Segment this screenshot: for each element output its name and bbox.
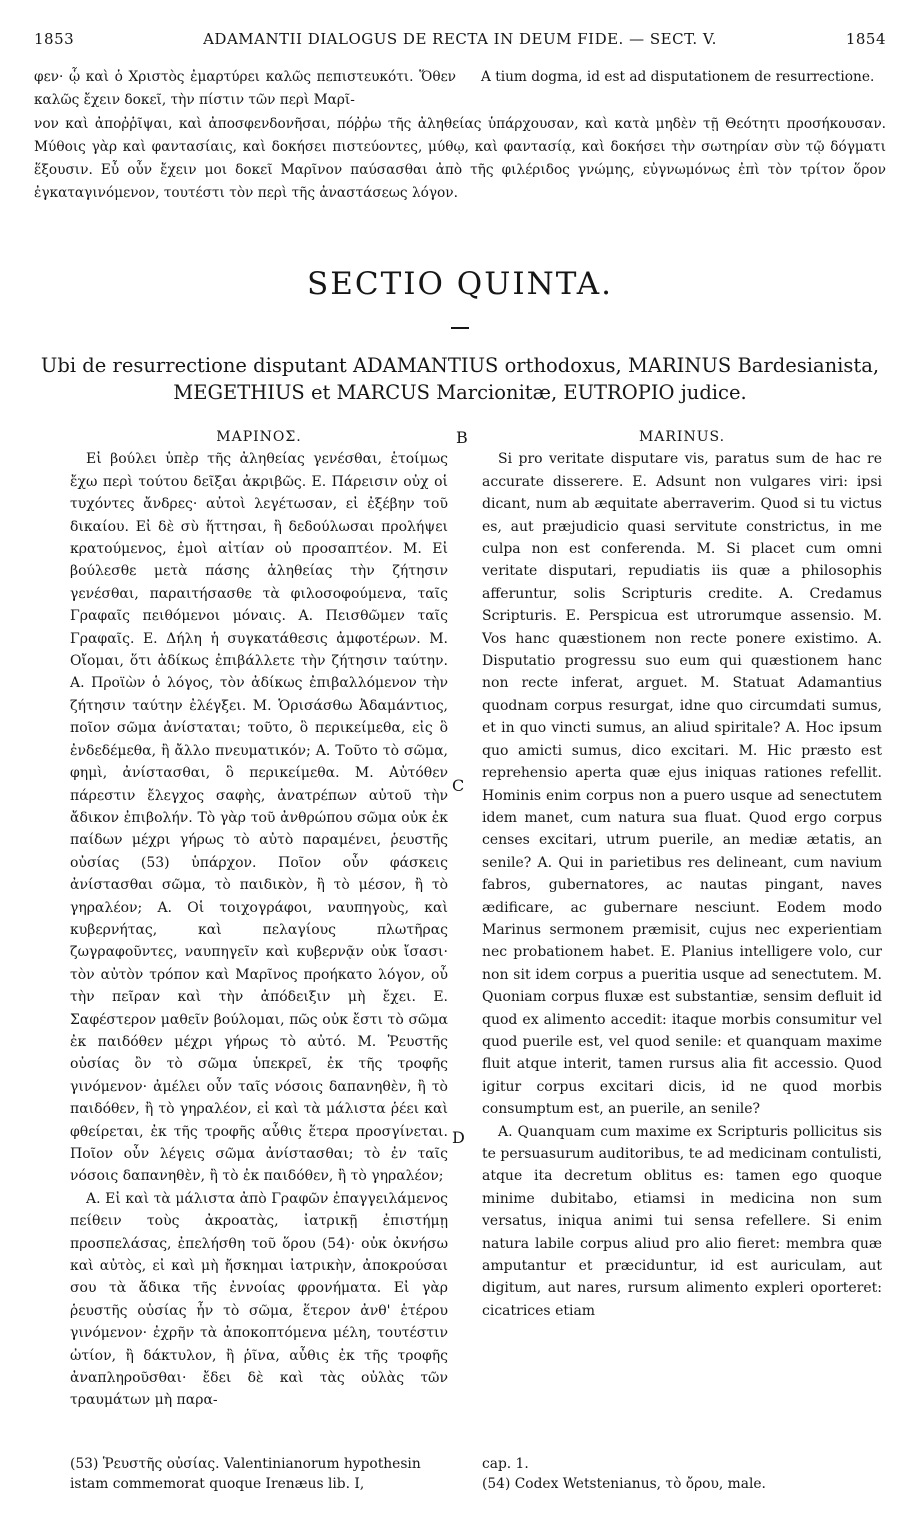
latin-paragraph: Si pro veritate disputare vis, paratus sum de hac re accurate disserere. E. Adsunt non vulgares viri: ipsi dicant, num ab æquitate aberraverim. Quod si tu victus es, aut præjudicio quasi servitute constrictus, in me culpa non est conferenda. M. Si placet cum omni veritate disputari, repudiatis iis quæ a philosophis afferuntur, solis Scripturis credite. A. Credamus Scripturis. E. Perspicua est utrorumque assensio. M. Vos hanc quæstionem non recte ponere existimo. A. Disputatio progressu suo eum qui quæstionem hanc non recte inferat, arguet. M. Statuat Adamantius quodnam corpus resurgat, idne quo circumdati sumus, et in quo vincti sumus, an aliud spiritale? A. Hoc ipsum quo amicti sumus, dico excitari. M. Hic præsto est reprehensio aperta quæ ejus iniquas rationes refellit. Hominis enim corpus non a puero usque ad senectutem idem manet, cum natura sua fluat. Quod ergo corpus censes excitari, utrum puerile, an mediæ ætatis, an senile? A. Qui in parietibus res delineant, cum navium fabros, gubernatores, ac nautas pingant, naves ædificare, ac gubernare nesciunt. Eodem modo Marinus sermonem præmisit, cujus nec experientiam nec probationem habet. E. Planius intelligere volo, cur non sit idem corpus a pueritia usque ad senectutem. M. Quoniam corpus fluxæ est substantiæ, sensim defluit id quod ex alimento accedit: itaque morbis consumitur vel quod puerile est, vel quod senile: et quanquam maxime fluit atque interit, tamen rursus alia fit accessio. Quod igitur corpus excitari dicis, id ne quod morbis consumptum est, an puerile, an senile? <box>482 451 882 1118</box>
running-header <box>34 30 886 54</box>
greek-paragraph: Εἰ βούλει ὑπὲρ τῆς ἀληθείας γενέσθαι, ἑτοίμως ἔχω περὶ τούτου δεῖξαι ἀκριβῶς. Ε. Πάρεισιν οὐχ οἱ τυχόντες ἄνδρες· αὐτοὶ λεγέτωσαν, εἰ ἐξέβην τοῦ δικαίου. Εἰ δὲ σὺ ἥττησαι, ἢ δεδούλωσαι προλήψει κρατούμενος, ἐμοὶ αἰτίαν οὐ προσαπτέον. Μ. Εἰ βούλεσθε μετὰ πάσης ἀληθείας τὴν ζήτησιν γενέσθαι, παραιτήσασθε τὰ φιλοσοφούμενα, ταῖς Γραφαῖς πειθόμενοι μόναις. Α. Πεισθῶμεν ταῖς Γραφαῖς. Ε. Δήλη ἡ συγκατάθεσις ἀμφοτέρων. Μ. Οἴομαι, ὅτι ἀδίκως ἐπιβάλλετε τὴν ζήτησιν ταύτην. Α. Προϊὼν ὁ λόγος, τὸν ἀδίκως ἐπιβαλλόμενον τὴν ζήτησιν ταύτην ἐλέγξει. Μ. Ὁρισάσθω Ἀδαμάντιος, ποῖον σῶμα ἀνίσταται; τοῦτο, ὃ περικείμεθα, εἰς ὃ ἐνδεδέμεθα, ἢ ἄλλο πνευματικόν; Α. Τοῦτο τὸ σῶμα, φημὶ, ἀνίστασθαι, ὃ περικείμεθα. Μ. Αὐτόθεν πάρεστιν ἔλεγχος σαφὴς, ἀνατρέπων αὐτοῦ τὴν ἄδικον ἐπιβολήν. Τὸ γὰρ τοῦ ἀνθρώπου σῶμα οὐκ ἐκ παίδων μέχρι γήρως τὸ αὐτὸ παραμένει, ῥευστῆς οὐσίας (53) ὑπάρχον. Ποῖον οὖν φάσκεις ἀνίστασθαι σῶμα, τὸ παιδικὸν, ἢ τὸ μέσον, ἢ τὸ γηραλέον; Α. Οἱ τοιχογράφοι, ναυπηγοὺς, καὶ κυβερνήτας, καὶ πελαγίους πλωτῆρας ζωγραφοῦντες, ναυπηγεῖν καὶ κυβερνᾷν οὐκ ἴσασι· τὸν αὐτὸν τρόπον καὶ Μαρῖνος προήκατο λόγον, οὗ τὴν πεῖραν καὶ τὴν ἀπόδειξιν μὴ ἔχει. Ε. Σαφέστερον μαθεῖν βούλομαι, πῶς οὐκ ἔστι τὸ σῶμα ἐκ παιδόθεν μέχρι γήρως τὸ αὐτό. Μ. Ῥευστῆς οὐσίας ὂν τὸ σῶμα ὑπεκρεῖ, ἐκ τῆς τροφῆς γινόμενον· ἀμέλει οὖν ταῖς νόσοις δαπανηθὲν, ἢ τὸ παιδόθεν, ἢ τὸ γηραλέον, εἰ καὶ τὰ μάλιστα ῥέει καὶ φθείρεται, ἐκ τῆς τροφῆς αὖθις ἕτερα προσγίνεται. Ποῖον οὖν λέγεις σῶμα ἀνίστασθαι; τὸ ἐν ταῖς νόσοις δαπανηθὲν, ἢ τὸ ἐκ παιδόθεν, ἢ τὸ γηραλέον; <box>70 451 448 1185</box>
greek-column <box>70 426 448 1412</box>
continued-greek-paragraph: νον καὶ ἀποῤῥῖψαι, καὶ ἀποσφενδονῆσαι, πόῤῥω τῆς ἀληθείας ὑπάρχουσαν, καὶ κατὰ μηδὲν τῇ Θεότητι προσήκουσαν. Μύθοις γὰρ καὶ φαντασίαις, καὶ δοκήσει πιστεύοντες, μύθῳ, καὶ φαντασίᾳ, καὶ δοκήσει τὴν σωτηρίαν σὺν τῷ δόγματι ἕξουσιν. Εὖ οὖν ἔχειν μοι δοκεῖ Μαρῖνον παύσασθαι ἀπὸ τῆς φιλέριδος γνώμης, εὐγνωμόνως ἐπὶ τὸν τρίτον ὅρον ἐγκαταγινόμενον, τουτέστι τὸν περὶ τῆς ἀναστάσεως λόγον. <box>34 115 886 202</box>
section-title: SECTIO QUINTA. <box>307 266 613 302</box>
page-number-left: 1853 <box>34 30 75 48</box>
section-rule <box>451 327 469 329</box>
latin-column <box>482 426 882 1322</box>
latin-paragraph: A. Quanquam cum maxime ex Scripturis pollicitus sis te persuasurum auditoribus, te ad medicinam contulisti, atque ita decretum oblitus es: tamen ego quoque minime dubitabo, etiamsi in medicina non sum versatus, iniqua animi tui sensa refellere. Si enim natura labile corpus aliud pro alio fieret: membra quæ amputantur et præciduntur, id est auriculam, aut digitum, aut nares, rursum alimento expleri oporteret: cicatrices etiam <box>482 1123 882 1319</box>
margin-marker-b: B <box>456 428 468 447</box>
page-number-right: 1854 <box>845 30 886 48</box>
margin-marker-c: C <box>452 776 465 795</box>
latin-column-heading: MARINUS. <box>638 429 726 445</box>
margin-marker-d: D <box>452 1128 465 1147</box>
greek-column-heading: ΜΑΡΙΝΟΣ. <box>216 429 302 445</box>
footnote-right: cap. 1. (54) Codex Wetstenianus, τὸ ὄρου, male. <box>482 1456 766 1492</box>
continued-greek-lines: φεν· ᾧ καὶ ὁ Χριστὸς ἐμαρτύρει καλῶς πεπιστευκότι. Ὅθεν καλῶς ἔχειν δοκεῖ, τὴν πίστιν τῶν περὶ Μαρῖ- <box>34 69 456 109</box>
running-title: ADAMANTII DIALOGUS DE RECTA IN DEUM FIDE. — SECT. V. <box>203 30 717 48</box>
footnote-left: (53) Ῥευστῆς οὐσίας. Valentinianorum hypothesin istam commemorat quoque Irenæus lib. I, <box>70 1456 421 1492</box>
section-subtitle: Ubi de resurrectione disputant ADAMANTIUS orthodoxus, MARINUS Bardesianista, MEGETHIUS et MARCUS Marcionitæ, EUTROPIO judice. <box>40 354 880 404</box>
continued-text-block <box>34 66 886 206</box>
continued-latin-lines: A tium dogma, id est ad disputationem de resurrectione. <box>481 69 875 85</box>
greek-paragraph: Α. Εἰ καὶ τὰ μάλιστα ἀπὸ Γραφῶν ἐπαγγειλάμενος πείθειν τοὺς ἀκροατὰς, ἰατρικῇ ἐπιστήμῃ προσπελάσας, ἐπελήσθη τοῦ ὅρου (54)· οὐκ ὀκνήσω καὶ αὐτὸς, εἰ καὶ μὴ ἤσκημαι ἰατρικὴν, ἀποκρούσαι σου τὰ ἄδικα τῆς ἐννοίας φρονήματα. Εἰ γὰρ ῥευστῆς οὐσίας ἦν τὸ σῶμα, ἕτερον ἀνθ' ἑτέρου γινόμενον· ἐχρῆν τὰ ἀποκοπτόμενα μέλη, τουτέστιν ὠτίον, ἢ δάκτυλον, ἢ ῥῖνα, αὖθις ἐκ τῆς τροφῆς ἀναπληροῦσθαι· ἔδει δὲ καὶ τὰς οὐλὰς τῶν τραυμάτων μὴ παρα- <box>70 1190 448 1409</box>
